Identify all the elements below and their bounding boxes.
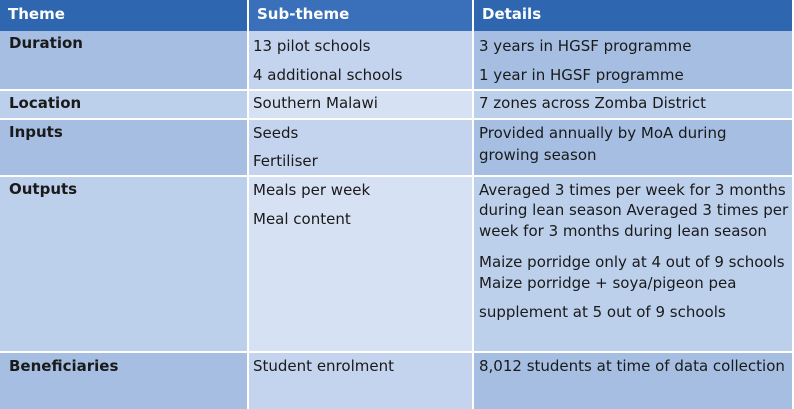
sub-theme-text: Fertiliser (253, 152, 318, 170)
cell-sub-theme (249, 31, 472, 89)
header-theme: Theme (0, 0, 247, 31)
sub-theme-text: Seeds (253, 124, 299, 142)
header-sub-theme: Sub-theme (249, 0, 472, 31)
sub-theme-text: Southern Malawi (253, 94, 378, 112)
sub-theme-text: 4 additional schools (253, 66, 403, 84)
cell-theme (0, 120, 247, 175)
cell-details (474, 91, 792, 118)
sub-theme-text: Student enrolment (253, 357, 394, 375)
details-text: 7 zones across Zomba District (479, 94, 706, 112)
table-row-duration (0, 31, 792, 89)
sub-theme-text: Meal content (253, 210, 351, 228)
details-text: Maize porridge only at 4 out of 9 schools (479, 253, 785, 271)
sub-theme-text: Meals per week (253, 181, 371, 199)
cell-details (474, 31, 792, 89)
cell-theme (0, 177, 247, 351)
header-details: Details (474, 0, 792, 31)
details-text: Provided annually by MoA during (479, 124, 727, 142)
details-text: growing season (479, 146, 597, 164)
cell-sub-theme (249, 120, 472, 175)
row-theme-label: Inputs (9, 123, 63, 141)
table-row-beneficiaries (0, 353, 792, 409)
cell-details (474, 177, 792, 351)
details-text: 8,012 students at time of data collection (479, 357, 785, 375)
details-text: Averaged 3 times per week for 3 months (479, 181, 786, 199)
table-row-outputs (0, 177, 792, 351)
row-theme-label: Duration (9, 34, 83, 52)
cell-theme (0, 353, 247, 409)
cell-theme (0, 31, 247, 89)
row-theme-label: Beneficiaries (9, 357, 119, 375)
details-text: supplement at 5 out of 9 schools (479, 303, 726, 321)
details-text: 3 years in HGSF programme (479, 37, 692, 55)
cell-sub-theme (249, 91, 472, 118)
details-text: during lean season Averaged 3 times per (479, 201, 789, 219)
cell-details (474, 120, 792, 175)
table-row-location (0, 91, 792, 118)
cell-details (474, 353, 792, 409)
row-theme-label: Outputs (9, 180, 78, 198)
cell-sub-theme (249, 353, 472, 409)
cell-sub-theme (249, 177, 472, 351)
cell-theme (0, 91, 247, 118)
details-text: 1 year in HGSF programme (479, 66, 684, 84)
row-theme-label: Location (9, 94, 82, 112)
details-text: Maize porridge + soya/pigeon pea (479, 274, 737, 292)
table-row-inputs (0, 120, 792, 175)
details-text: week for 3 months during lean season (479, 222, 767, 240)
sub-theme-text: 13 pilot schools (253, 37, 371, 55)
